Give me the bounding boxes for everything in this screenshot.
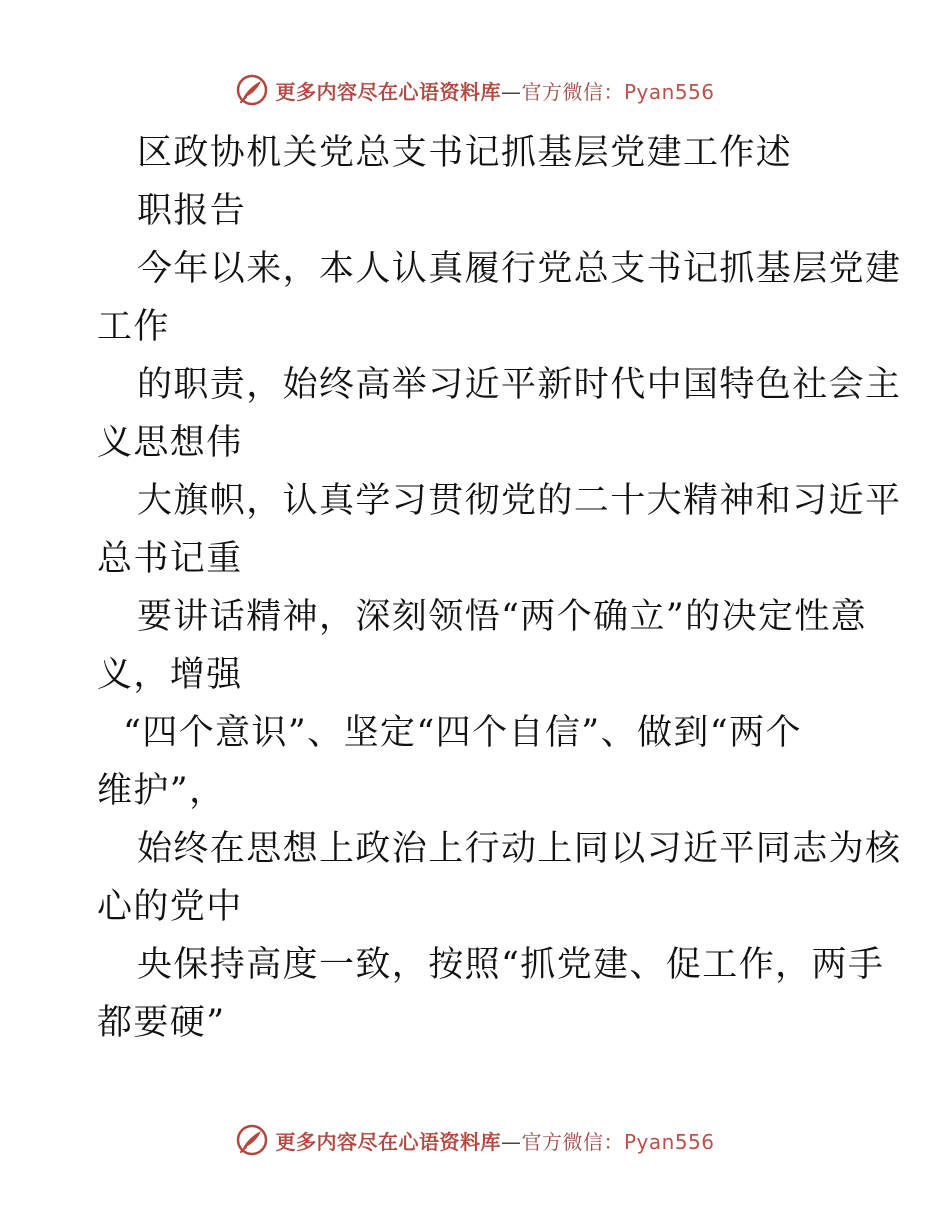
doc-line: 始终在思想上政治上行动上同以习近平同志为核: [137, 829, 902, 869]
doc-line: 都要硬”: [97, 1003, 226, 1043]
watermark-label: 官方微信：: [521, 79, 624, 104]
doc-line: 工作: [97, 307, 170, 347]
doc-line: 维护”，: [97, 771, 226, 811]
watermark-main-text: 更多内容尽在心语资料库: [275, 79, 501, 104]
doc-line: 要讲话精神，深刻领悟“两个确立”的决定性意: [137, 597, 868, 637]
doc-line-title-2: 职报告: [137, 191, 247, 231]
document-body: [97, 124, 902, 1052]
doc-line: 义，增强: [97, 655, 243, 695]
watermark-main-text: 更多内容尽在心语资料库: [275, 1129, 501, 1154]
doc-line: 义思想伟: [97, 423, 243, 463]
doc-line: 的职责，始终高举习近平新时代中国特色社会主: [137, 365, 902, 405]
doc-line: 大旗帜，认真学习贯彻党的二十大精神和习近平: [137, 481, 902, 521]
watermark-label: 官方微信：: [521, 1129, 624, 1154]
watermark-id: Pyan556: [623, 1129, 715, 1154]
watermark-dash: —: [500, 1129, 522, 1154]
quill-pen-logo-icon: [235, 1123, 269, 1157]
quill-pen-logo-icon: [235, 73, 269, 107]
footer-watermark: [0, 1120, 950, 1160]
header-watermark: [0, 70, 950, 110]
watermark-dash: —: [500, 79, 522, 104]
doc-line: 今年以来，本人认真履行党总支书记抓基层党建: [137, 249, 902, 289]
doc-line: “四个意识”、坚定“四个自信”、做到“两个: [123, 713, 802, 753]
doc-line: 总书记重: [97, 539, 243, 579]
doc-line: 央保持高度一致，按照“抓党建、促工作，两手: [137, 945, 885, 985]
watermark-id: Pyan556: [623, 79, 715, 104]
doc-line: 心的党中: [97, 887, 243, 927]
doc-line-title-1: 区政协机关党总支书记抓基层党建工作述: [137, 133, 793, 173]
